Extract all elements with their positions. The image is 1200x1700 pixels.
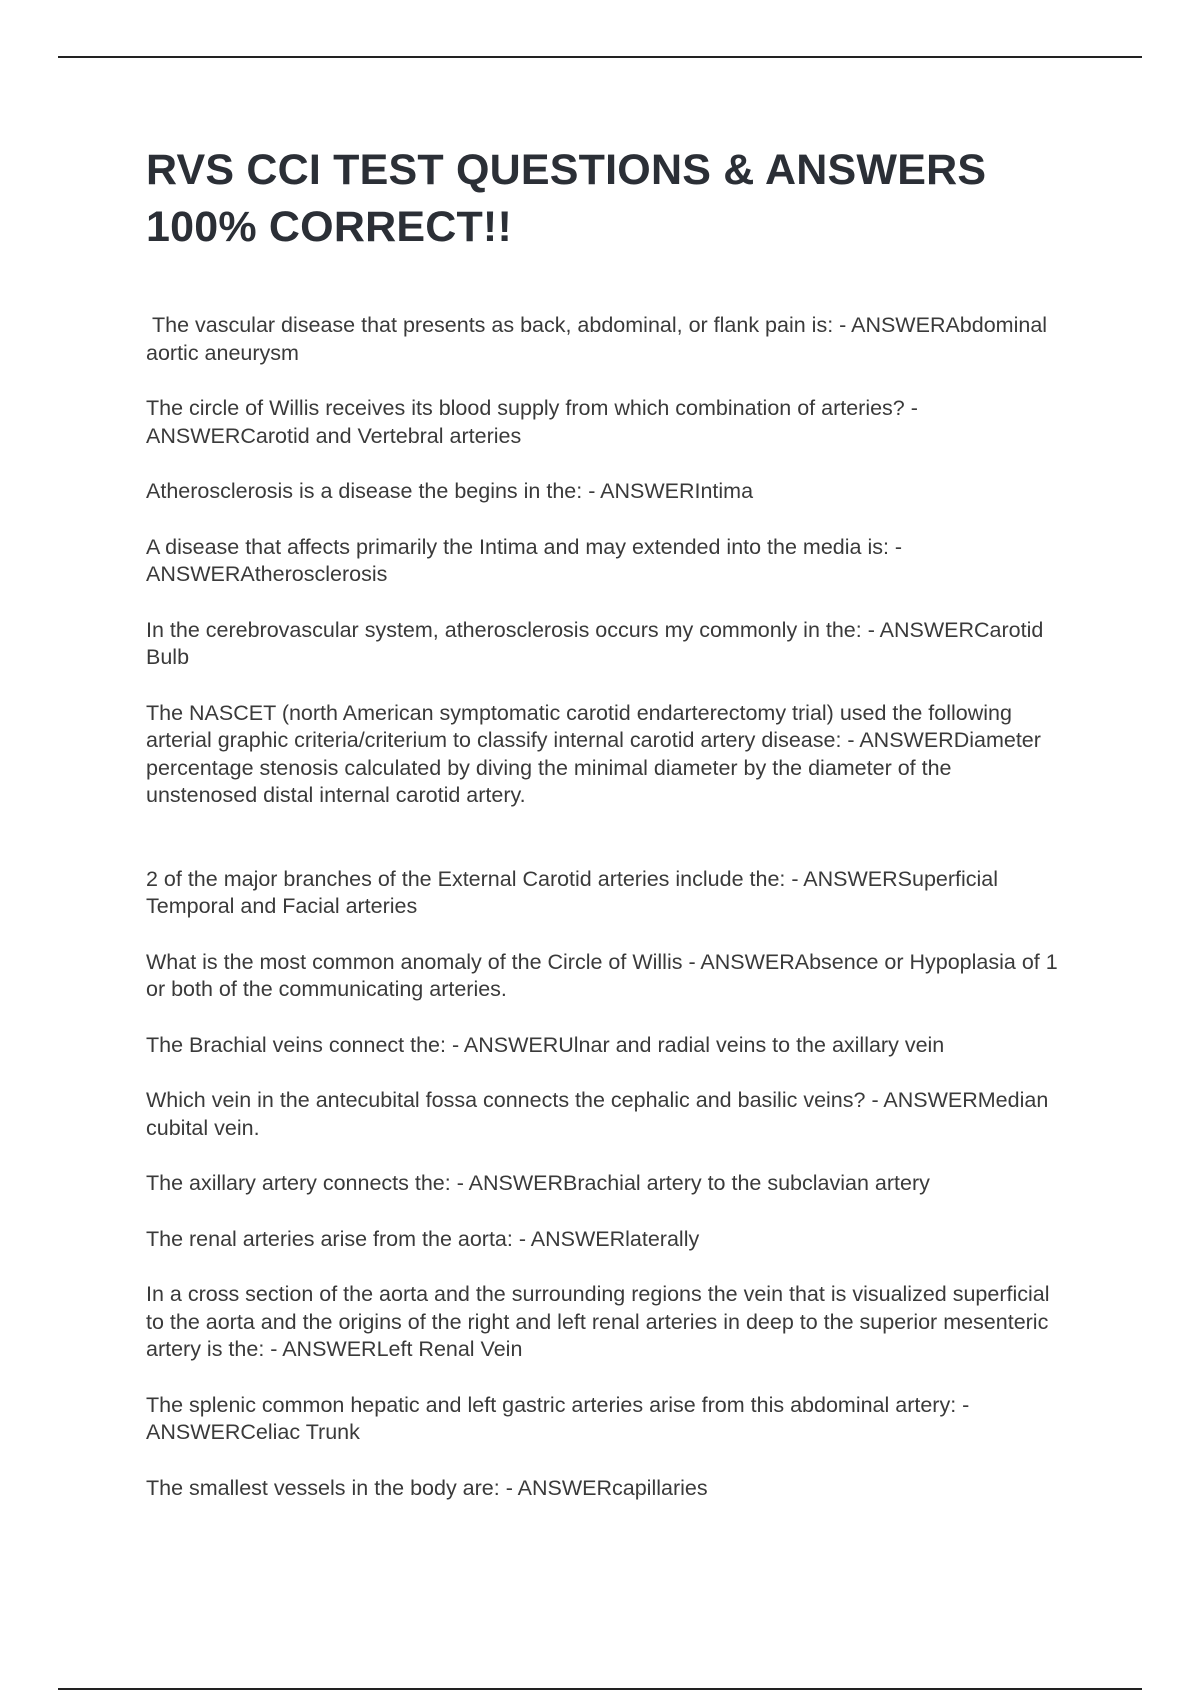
qa-item-11: The axillary artery connects the: - ANSWERBrachial artery to the subclavian artery: [146, 1171, 930, 1195]
document-title: RVS CCI TEST QUESTIONS & ANSWERS 100% CORRECT!!: [146, 146, 987, 251]
qa-item-12: The renal arteries arise from the aorta: - ANSWERlaterally: [146, 1226, 700, 1251]
qa-item-4: A disease that affects primarily the Intima and may extended into the media is: - ANSWERAtherosclerosis: [146, 534, 907, 586]
qa-item-10: Which vein in the antecubital fossa connects the cephalic and basilic veins? - ANSWERMedian cubital vein.: [146, 1088, 1055, 1140]
top-rule: [58, 56, 1142, 58]
qa-item-8: What is the most common anomaly of the Circle of Willis - ANSWERAbsence or Hypoplasia of 1 or both of the communicating arteries.: [146, 949, 1064, 1001]
qa-item-7: 2 of the major branches of the External Carotid arteries include the: - ANSWERSuperficial Temporal and Facial arteries: [146, 866, 1004, 918]
qa-item-9: The Brachial veins connect the: - ANSWERUlnar and radial veins to the axillary vein: [146, 1032, 945, 1057]
qa-item-15: The smallest vessels in the body are: - ANSWERcapillaries: [146, 1475, 708, 1500]
qa-item-14: The splenic common hepatic and left gastric arteries arise from this abdominal artery: - ANSWERCeliac Trunk: [146, 1392, 975, 1444]
qa-list: [146, 312, 1066, 1530]
qa-item-6: The NASCET (north American symptomatic carotid endarterectomy trial) used the following arterial graphic criteria/criterium to classify internal carotid artery disease: - ANSWERDiameter percentage stenosis calculated by diving the minimal diameter by the diameter of the unstenosed distal internal carotid artery.: [146, 700, 1047, 807]
qa-item-3: Atherosclerosis is a disease the begins in the: - ANSWERIntima: [146, 479, 754, 503]
qa-item-1: The vascular disease that presents as back, abdominal, or flank pain is: - ANSWERAbdominal aortic aneurysm: [146, 313, 1054, 365]
qa-item-2: The circle of Willis receives its blood supply from which combination of arteries? - ANSWERCarotid and Vertebral arteries: [146, 396, 923, 448]
bottom-rule: [58, 1688, 1142, 1690]
qa-item-13: In a cross section of the aorta and the surrounding regions the vein that is visualized superficial to the aorta and the origins of the right and left renal arteries in deep to the superior mesenteric artery is the: - ANSWERLeft Renal Vein: [146, 1282, 1056, 1361]
qa-item-5: In the cerebrovascular system, atherosclerosis occurs my commonly in the: - ANSWERCarotid Bulb: [146, 617, 1050, 669]
